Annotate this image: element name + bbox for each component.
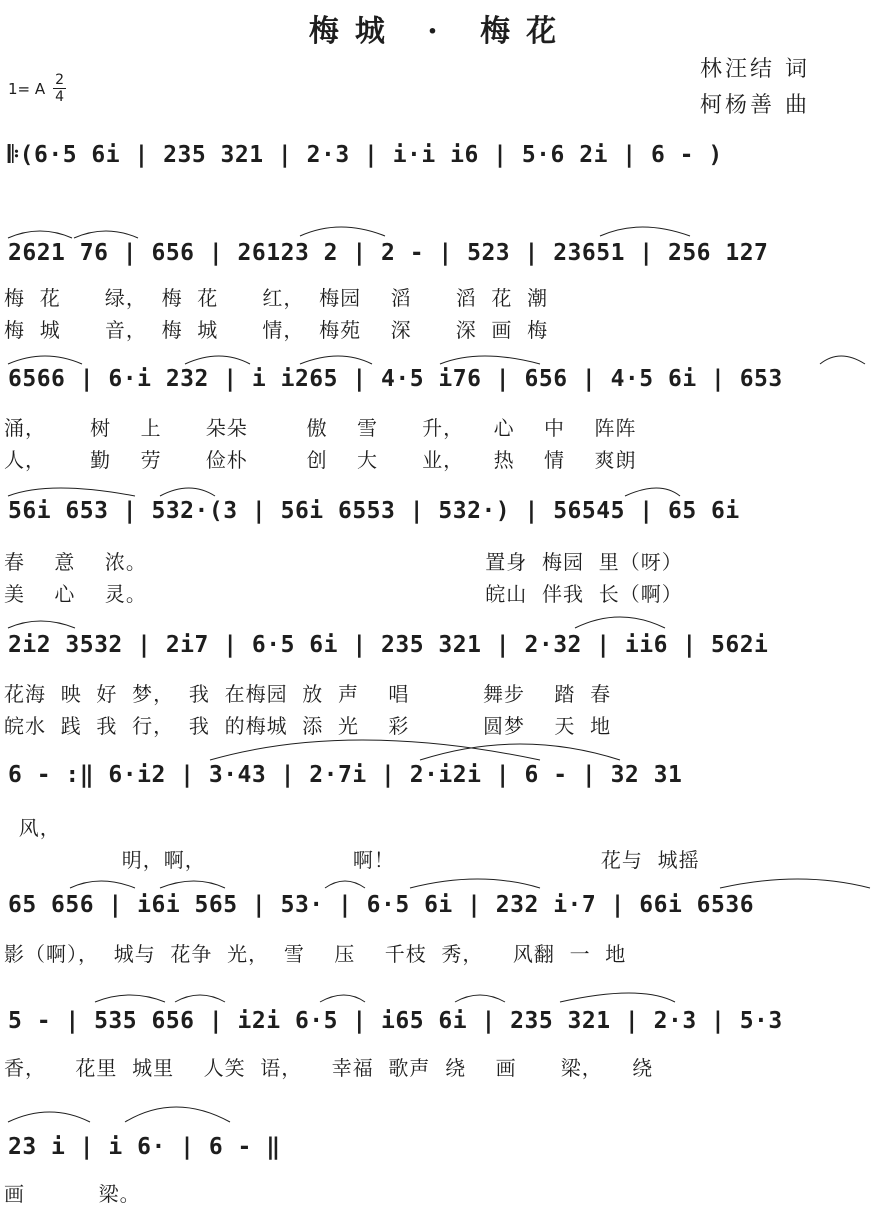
lyric-verse-1: 花海 映 好 梦， 我 在梅园 放 声 唱 舞步 踏 春 xyxy=(4,682,612,706)
lyric-verse-2: 皖水 践 我 行， 我 的梅城 添 光 彩 圆梦 天 地 xyxy=(4,714,612,738)
lyricist-credit: 林汪结 词 xyxy=(700,57,810,82)
key-label: 1= A xyxy=(8,79,46,98)
notation-line: 2i2 3532 | 2i7 | 6·5 6i | 235 321 | 2·32 | ii6 | 562i xyxy=(8,632,769,658)
time-bottom: 4 xyxy=(55,89,65,105)
lyric-verse-2: 梅 城 音， 梅 城 情， 梅苑 深 深 画 梅 xyxy=(4,318,549,342)
notation-line: 𝄆(6·5 6i | 235 321 | 2·3 | i·i i6 | 5·6 2i | 6 - ) xyxy=(8,142,723,168)
key-signature xyxy=(8,72,66,105)
lyric-verse-1: 春 意 浓。 置身 梅园 里（呀） xyxy=(4,550,683,574)
lyric-verse-1: 涌， 树 上 朵朵 傲 雪 升， 心 中 阵阵 xyxy=(4,416,637,440)
lyric-verse-2: 美 心 灵。 皖山 伴我 长（啊） xyxy=(4,582,683,606)
lyric-line-2: 明，啊， 啊！ 花与 城摇 xyxy=(4,848,700,872)
lyric-line-1: 影（啊）， 城与 花争 光， 雪 压 千枝 秀， 风翻 一 地 xyxy=(4,942,627,966)
notation-line: 5 - | 535 656 | i2i 6·5 | i65 6i | 235 321 | 2·3 | 5·3 xyxy=(8,1008,783,1034)
notation-line: 6566 | 6·i 232 | i i265 | 4·5 i76 | 656 | 4·5 6i | 653 xyxy=(8,366,783,392)
time-top: 2 xyxy=(55,72,65,88)
notation-line: 2621 76 | 656 | 26123 2 | 2 - | 523 | 23651 | 256 127 xyxy=(8,240,769,266)
lyric-verse-2: 人， 勤 劳 俭朴 创 大 业， 热 情 爽朗 xyxy=(4,448,637,472)
lyric-line-1: 画 梁。 xyxy=(4,1182,141,1206)
notation-line: 65 656 | i6i 565 | 53· | 6·5 6i | 232 i·7 | 66i 6536 xyxy=(8,892,755,918)
time-signature xyxy=(53,72,66,105)
lyric-line-1: 风， xyxy=(4,816,61,840)
lyric-verse-1: 梅 花 绿， 梅 花 红， 梅园 滔 滔 花 潮 xyxy=(4,286,549,310)
lyric-line-1: 香， 花里 城里 人笑 语， 幸福 歌声 绕 画 梁， 绕 xyxy=(4,1056,654,1080)
notation-line: 6 - :‖ 6·i2 | 3·43 | 2·7i | 2·i2i | 6 - | 32 31 xyxy=(8,762,683,788)
notation-line: 56i 653 | 532·(3 | 56i 6553 | 532·) | 56545 | 65 6i xyxy=(8,498,740,524)
composer-credit: 柯杨善 曲 xyxy=(700,93,810,118)
page-title: 梅城 · 梅花 xyxy=(308,14,573,49)
notation-line: 23 i | i 6· | 6 - ‖ xyxy=(8,1134,281,1160)
